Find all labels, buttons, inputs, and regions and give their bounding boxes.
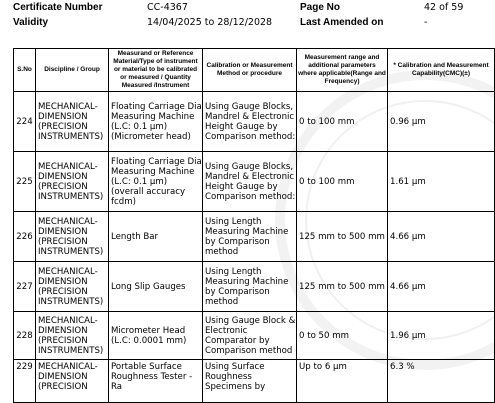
cell-discipline: MECHANICAL- DIMENSION (PRECISION INSTRUMENTS)	[36, 312, 109, 360]
cell-measurand: Portable Surface Roughness Tester - Ra	[109, 360, 203, 403]
cell-method: Using Length Measuring Machine by Comparison method	[203, 212, 297, 262]
certificate-number-label: Certificate Number	[13, 2, 103, 13]
cell-discipline: MECHANICAL- DIMENSION (PRECISION INSTRUMENTS)	[36, 92, 109, 152]
column-header-measurand: Measurand or Reference Material/Type of instrument or material to be calibrated or measured / Quantity Measured /Instrument	[109, 49, 203, 92]
page-number-label: Page No	[300, 2, 341, 13]
cell-measurand: Length Bar	[109, 212, 203, 262]
scope-table	[13, 48, 495, 403]
cell-range: 0 to 100 mm	[297, 152, 388, 212]
cell-cmc: 6.3 %	[388, 360, 495, 403]
cell-range: 0 to 100 mm	[297, 92, 388, 152]
column-header-method: Calibration or Measurement Method or procedure	[203, 49, 297, 92]
cell-measurand: Long Slip Gauges	[109, 262, 203, 312]
cell-cmc: 0.96 µm	[388, 92, 495, 152]
cell-sno: 227	[14, 262, 36, 312]
cell-method: Using Gauge Blocks, Mandrel & Electronic Height Gauge by Comparison method:	[203, 92, 297, 152]
cell-sno: 229	[14, 360, 36, 403]
table-row	[14, 152, 495, 212]
cell-method: Using Gauge Blocks, Mandrel & Electronic Height Gauge by Comparison method:	[203, 152, 297, 212]
cell-measurand: Micrometer Head (L.C: 0.0001 mm)	[109, 312, 203, 360]
table-header-row	[14, 49, 495, 92]
cell-range: 125 mm to 500 mm	[297, 262, 388, 312]
table-row	[14, 262, 495, 312]
cell-range: 125 mm to 500 mm	[297, 212, 388, 262]
cell-measurand: Floating Carriage Dia Measuring Machine (L.C: 0.1 µm) (Micrometer head)	[109, 92, 203, 152]
cell-method: Using Surface Roughness Specimens by	[203, 360, 297, 403]
cell-measurand: Floating Carriage Dia Measuring Machine (L.C: 0.1 µm) (overall accuracy fcdm)	[109, 152, 203, 212]
column-header-sno: S.No	[14, 49, 36, 92]
table-row	[14, 212, 495, 262]
cell-sno: 226	[14, 212, 36, 262]
last-amended-label: Last Amended on	[300, 17, 384, 28]
cell-cmc: 4.66 µm	[388, 262, 495, 312]
column-header-range: Measurement range and additional parameters where applicable(Range and Frequency)	[297, 49, 388, 92]
validity-value: 14/04/2025 to 28/12/2028	[147, 17, 273, 28]
validity-label: Validity	[13, 17, 49, 28]
cell-range: Up to 6 µm	[297, 360, 388, 403]
cell-cmc: 1.96 µm	[388, 312, 495, 360]
table-row	[14, 360, 495, 403]
cell-discipline: MECHANICAL- DIMENSION (PRECISION INSTRUMENTS)	[36, 262, 109, 312]
cell-method: Using Length Measuring Machine by Comparison method	[203, 262, 297, 312]
cell-cmc: 1.61 µm	[388, 152, 495, 212]
column-header-cmc: * Calibration and Measurement Capability(CMC)(±)	[388, 49, 495, 92]
certificate-number-value: CC-4367	[147, 2, 188, 13]
page-number-value: 42 of 59	[424, 2, 464, 13]
cell-sno: 225	[14, 152, 36, 212]
cell-range: 0 to 50 mm	[297, 312, 388, 360]
table-row	[14, 92, 495, 152]
cell-cmc: 4.66 µm	[388, 212, 495, 262]
cell-sno: 228	[14, 312, 36, 360]
cell-discipline: MECHANICAL- DIMENSION (PRECISION INSTRUMENTS)	[36, 212, 109, 262]
cell-discipline: MECHANICAL- DIMENSION (PRECISION INSTRUMENTS)	[36, 152, 109, 212]
cell-sno: 224	[14, 92, 36, 152]
cell-discipline: MECHANICAL- DIMENSION (PRECISION	[36, 360, 109, 403]
cell-method: Using Gauge Block & Electronic Comparator by Comparison method	[203, 312, 297, 360]
last-amended-value: -	[424, 17, 428, 28]
column-header-discipline: Discipline / Group	[36, 49, 109, 92]
table-row	[14, 312, 495, 360]
